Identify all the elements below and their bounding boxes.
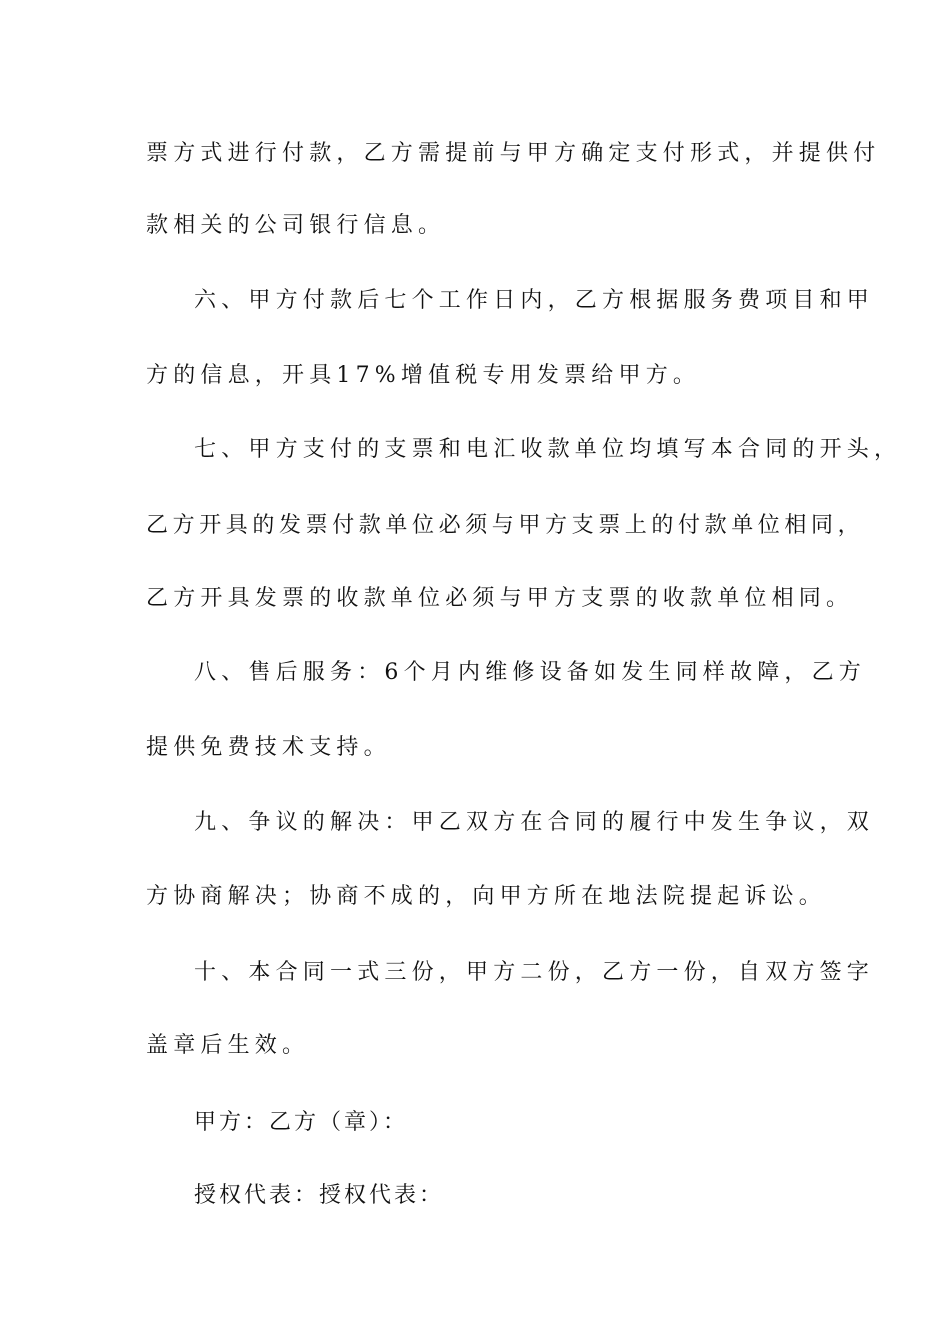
- clause-10-line-1: 十、本合同一式三份，甲方二份，乙方一份，自双方签字: [194, 960, 875, 985]
- clause-7-line-2: 乙方开具的发票付款单位必须与甲方支票上的付款单位相同，: [146, 513, 865, 538]
- clause-6-line-1: 六、甲方付款后七个工作日内，乙方根据服务费项目和甲: [194, 288, 875, 313]
- signature-representative-line: 授权代表：授权代表：: [194, 1183, 445, 1208]
- clause-8-line-2: 提供免费技术支持。: [146, 735, 391, 760]
- clause-8-line-1: 八、售后服务：6个月内维修设备如发生同样故障，乙方: [194, 660, 866, 685]
- clause-7-line-3: 乙方开具发票的收款单位必须与甲方支票的收款单位相同。: [146, 586, 854, 611]
- text-line-bank-info: 款相关的公司银行信息。: [146, 213, 446, 238]
- clause-6-line-2: 方的信息，开具17%增值税专用发票给甲方。: [146, 363, 701, 388]
- clause-9-line-1: 九、争议的解决：甲乙双方在合同的履行中发生争议，双: [194, 810, 875, 835]
- clause-7-line-1: 七、甲方支付的支票和电汇收款单位均填写本合同的开头，: [194, 437, 902, 462]
- text-line-payment-method: 票方式进行付款，乙方需提前与甲方确定支付形式，并提供付: [146, 141, 881, 166]
- clause-10-line-2: 盖章后生效。: [146, 1033, 310, 1058]
- signature-party-line: 甲方：乙方（章）：: [194, 1110, 409, 1135]
- clause-9-line-2: 方协商解决；协商不成的，向甲方所在地法院提起诉讼。: [146, 884, 827, 909]
